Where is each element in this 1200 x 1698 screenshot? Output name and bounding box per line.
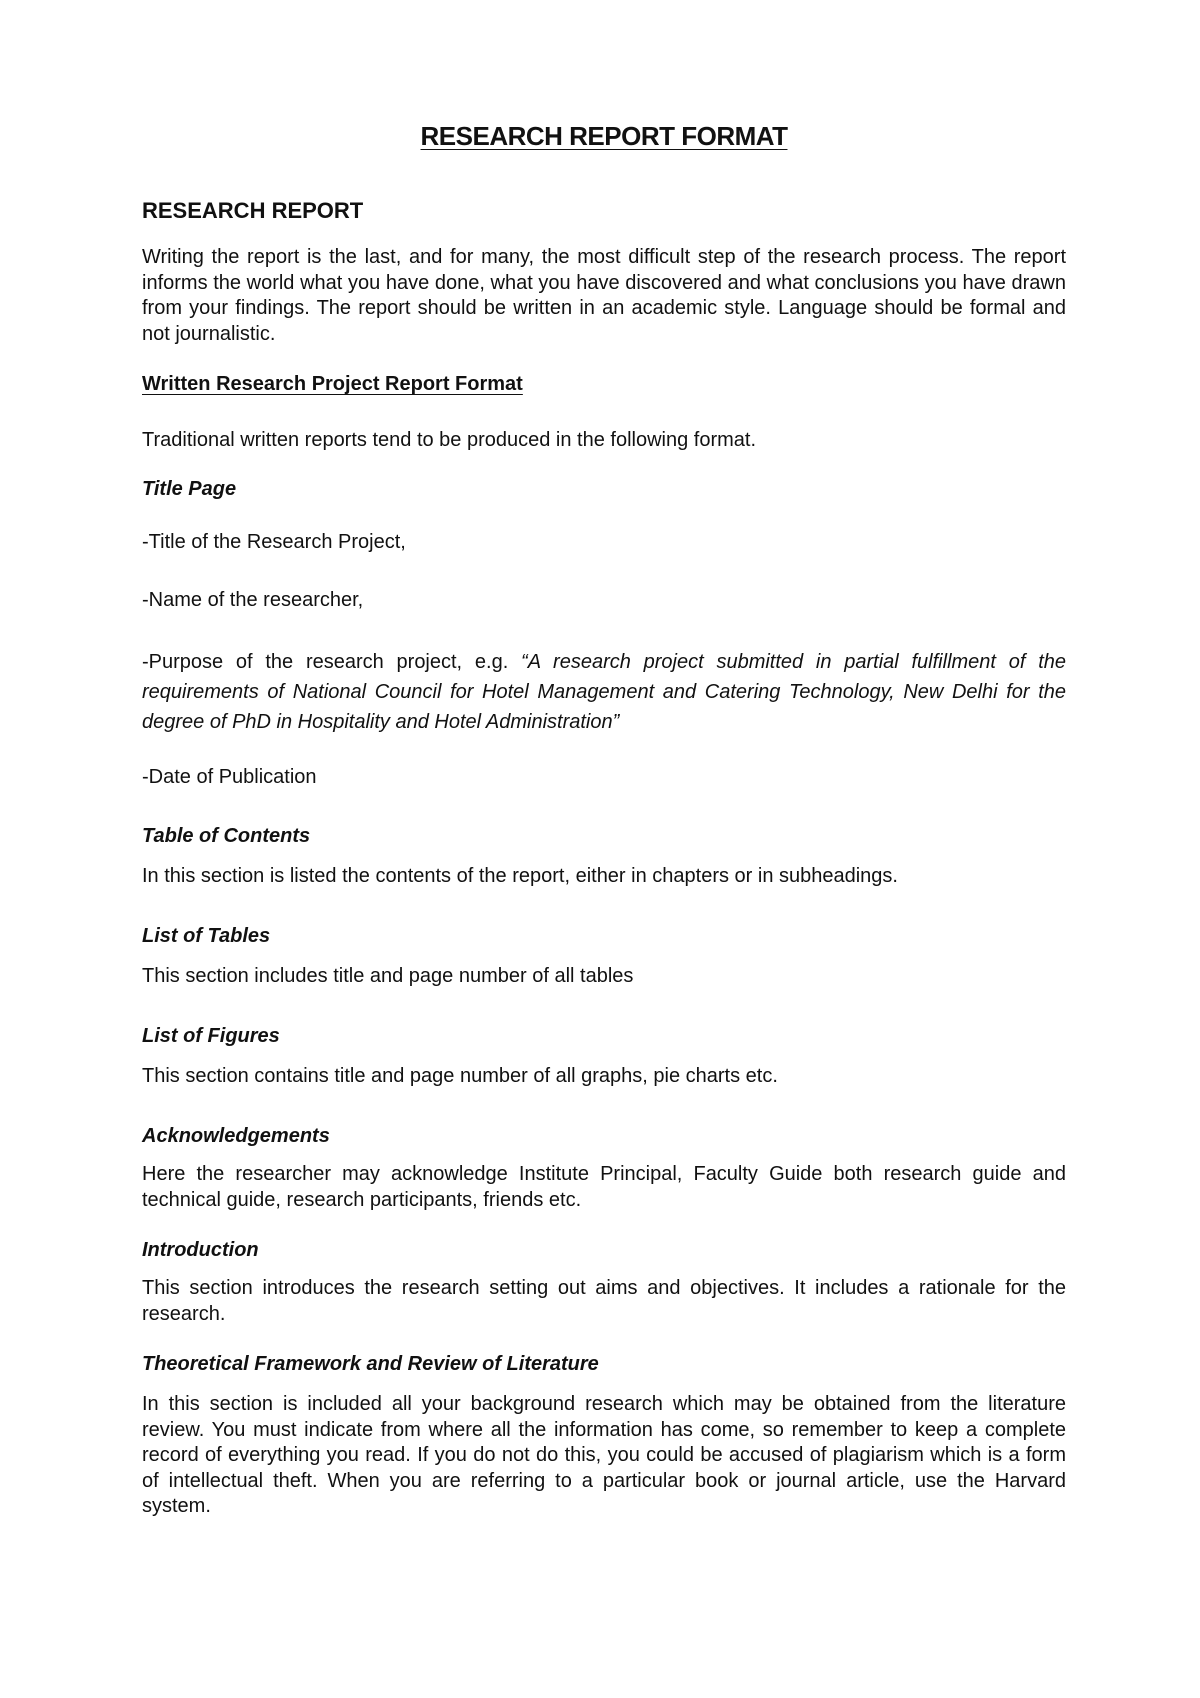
section-heading-list-of-tables: List of Tables	[142, 925, 271, 947]
section-text-literature-review: In this section is included all your background research which may be obtained from the literature review. You must indicate from where all the information has come, so remember to keep a complete record of everything you read. If you do not do this, you could be accused of plagiarism which is a form of intellectual theft. When you are referring to a particular book or journal article, use the Harvard system.	[142, 1393, 1066, 1517]
title-page-item-1: -Title of the Research Project,	[142, 531, 406, 553]
section-text-table-of-contents: In this section is listed the contents of the report, either in chapters or in subheadings.	[142, 865, 898, 887]
section-text-list-of-figures: This section contains title and page number of all graphs, pie charts etc.	[142, 1065, 778, 1087]
main-heading: RESEARCH REPORT	[142, 198, 364, 223]
title-page-item-2: -Name of the researcher,	[142, 589, 364, 611]
section-text-acknowledgements: Here the researcher may acknowledge Institute Principal, Faculty Guide both research guide and technical guide, research participants, friends etc.	[142, 1163, 1066, 1211]
section-heading-list-of-figures: List of Figures	[142, 1025, 280, 1047]
purpose-quote: “A research project submitted in partial fulfillment of the requirements of National Council for Hotel Management and Catering Technology, New Delhi for the degree of PhD in Hospitality and Hotel Administration”	[142, 651, 1067, 733]
title-page-heading: Title Page	[142, 478, 237, 500]
format-heading: Written Research Project Report Format	[142, 373, 523, 395]
intro-paragraph: Writing the report is the last, and for many, the most difficult step of the research process. The report informs the world what you have done, what you have discovered and what conclusions you have drawn from your findings. The report should be written in an academic style. Language should be formal and not journalistic.	[142, 246, 1066, 345]
format-intro: Traditional written reports tend to be produced in the following format.	[142, 429, 757, 451]
title-page-item-3	[142, 647, 1066, 737]
section-text-list-of-tables: This section includes title and page number of all tables	[142, 965, 634, 987]
purpose-prefix: -Purpose of the research project, e.g.	[142, 651, 522, 673]
section-heading-acknowledgements: Acknowledgements	[142, 1125, 330, 1147]
document-title: RESEARCH REPORT FORMAT	[420, 121, 788, 151]
section-heading-table-of-contents: Table of Contents	[142, 825, 311, 847]
title-page-item-4: -Date of Publication	[142, 766, 317, 788]
section-text-introduction: This section introduces the research setting out aims and objectives. It includes a rationale for the research.	[142, 1277, 1066, 1325]
section-heading-introduction: Introduction	[142, 1239, 259, 1261]
section-heading-literature-review: Theoretical Framework and Review of Literature	[142, 1353, 599, 1375]
